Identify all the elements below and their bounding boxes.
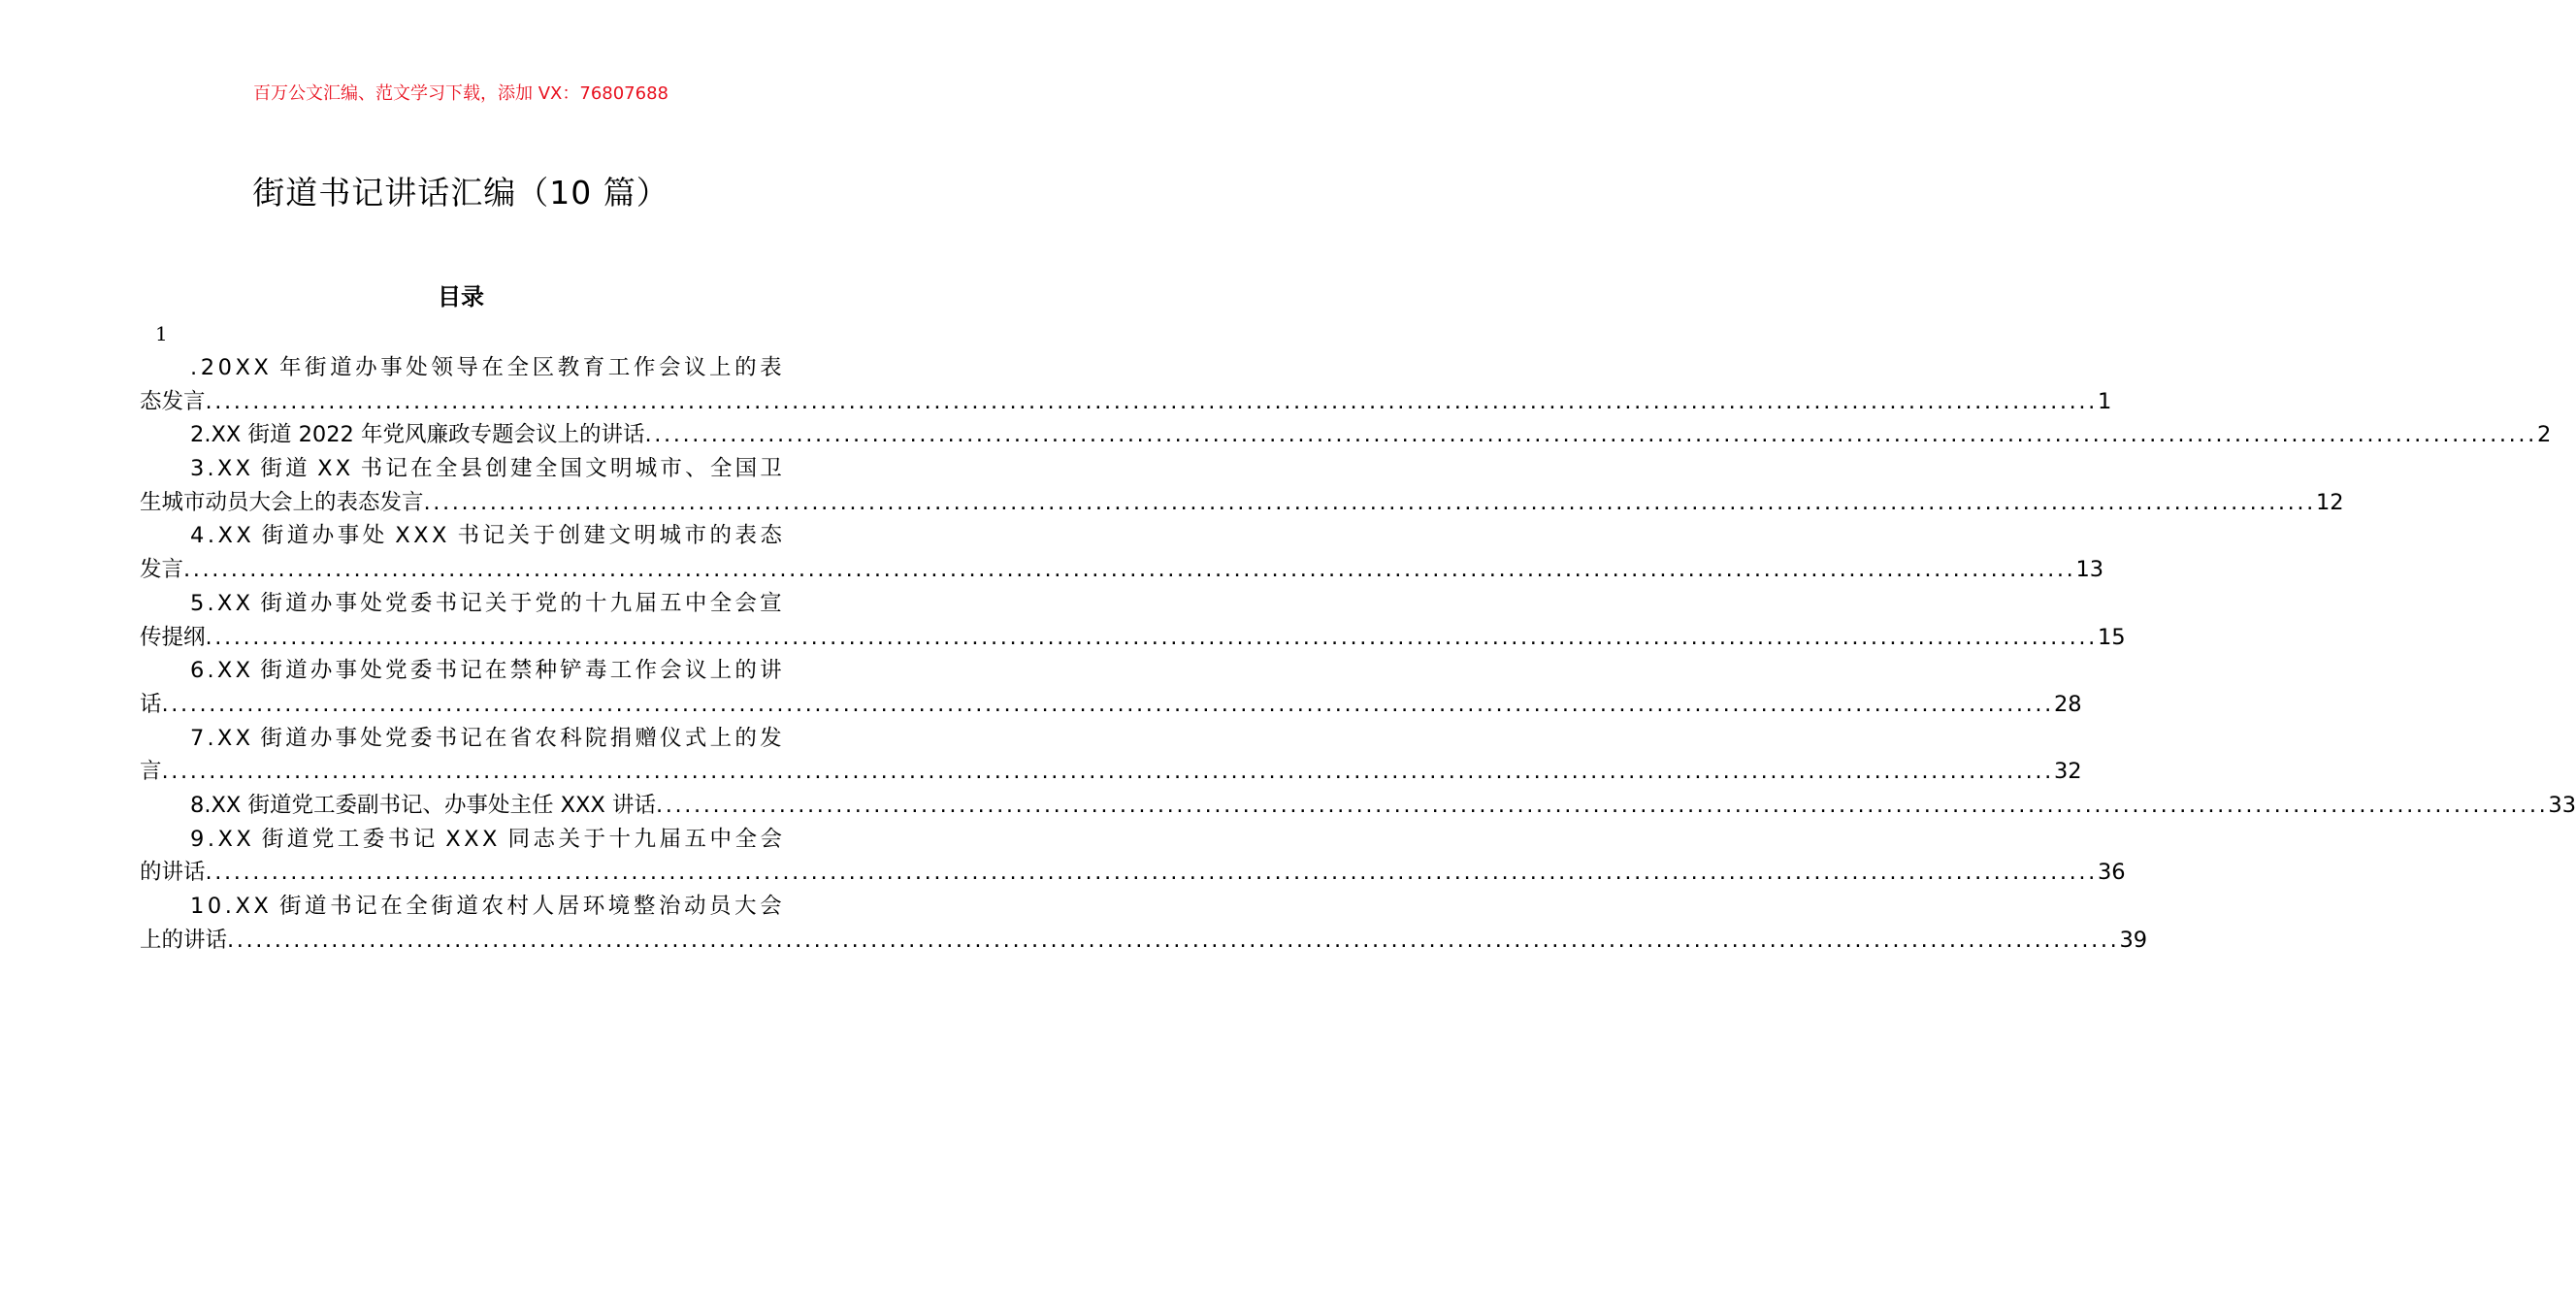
toc-leader-dots: ........................................................................................................................................................................................................ [183,557,2076,583]
toc-entry-title: 言 [140,759,162,785]
table-of-contents [140,351,2576,957]
toc-leader-dots: ........................................................................................................................................................................................................ [205,388,2098,414]
toc-entry-title: 态发言 [140,388,206,414]
toc-entry-line[interactable] [140,823,782,857]
toc-entry-line[interactable] [140,486,2344,520]
toc-entry-title: 发言 [140,557,184,583]
toc-entry-line[interactable] [140,722,782,756]
toc-entry-line[interactable] [140,789,2576,823]
toc-entry-line[interactable] [140,890,782,924]
toc-entry-line[interactable] [140,755,2082,789]
toc-entry-title: 话 [140,691,162,717]
toc-page-number: 39 [2119,927,2148,953]
toc-entry-title: 的讲话 [140,860,206,886]
toc-leader-dots: ........................................................................................................................................................................................................ [205,624,2098,650]
toc-leader-dots: ........................................................................................................................................................................................................ [161,759,2054,785]
toc-entry-line[interactable] [140,856,2126,890]
toc-entry-title: 4 . X X 街 道 办 事 处 X X X 书 记 关 于 创 建 文 明 城 市 的 表 态 [190,523,782,549]
toc-page-number: 28 [2053,691,2082,717]
toc-entry-line[interactable] [140,553,2104,587]
toc-leader-dots: ........................................................................................................................................................................................................ [656,792,2549,818]
toc-entry-title: 生城市动员大会上的表态发言 [140,489,424,515]
toc-entry-line[interactable] [140,621,2126,655]
toc-page-number: 32 [2053,759,2082,785]
toc-page-number: 15 [2097,624,2126,650]
toc-entry-title: 7 . X X 街 道 办 事 处 党 委 书 记 在 省 农 科 院 捐 赠 仪 式 上 的 发 [190,725,782,751]
toc-page-number: 33 [2548,792,2576,818]
toc-entry-title: 9 . X X 街 道 党 工 委 书 记 X X X 同 志 关 于 十 九 届 五 中 全 会 [190,826,782,852]
toc-page-number: 12 [2315,489,2344,515]
toc-entry-title: 上的讲话 [140,927,228,953]
toc-entry-line[interactable] [140,924,2148,958]
toc-entry-title: 传提纲 [140,624,206,650]
toc-entry-title: 6 . X X 街 道 办 事 处 党 委 书 记 在 禁 种 铲 毒 工 作 会 议 上 的 讲 [190,658,782,684]
toc-entry-title: 8.XX 街道党工委副书记、办事处主任 XXX 讲话 [190,792,656,818]
toc-entry-title: 1 0 . X X 街 道 书 记 在 全 街 道 农 村 人 居 环 境 整 治 动 员 大 会 [190,894,782,919]
toc-entry-title: 3 . X X 街 道 X X 书 记 在 全 县 创 建 全 国 文 明 城 市 、 全 国 卫 [190,456,782,482]
promo-header-note: 百万公文汇编、范文学习下载，添加 VX：76807688 [253,83,668,104]
toc-heading: 目录 [438,283,484,310]
document-title: 街道书记讲话汇编（10 篇） [252,174,669,212]
toc-leader-dots: ........................................................................................................................................................................................................ [205,860,2098,886]
toc-entry-line[interactable] [140,587,782,621]
toc-page-number: 36 [2097,860,2126,886]
toc-entry-line[interactable] [140,519,782,553]
toc-entry-line[interactable] [140,654,782,688]
toc-leader-dots: ........................................................................................................................................................................................................ [227,927,2120,953]
toc-page-number: 1 [2097,388,2112,414]
toc-entry-line[interactable] [140,385,2112,419]
toc-entry-title: 5 . X X 街 道 办 事 处 党 委 书 记 关 于 党 的 十 九 届 五 中 全 会 宣 [190,590,782,616]
toc-entry-title: . 2 0 X X 年 街 道 办 事 处 领 导 在 全 区 教 育 工 作 会 议 上 的 表 [190,355,782,380]
toc-leader-dots: ........................................................................................................................................................................................................ [423,489,2316,515]
toc-page-number: 13 [2075,557,2104,583]
toc-entry-line[interactable] [140,688,2082,722]
toc-leader-dots: ........................................................................................................................................................................................................ [644,422,2537,448]
toc-entry-line[interactable] [140,418,2552,452]
toc-leader-dots: ........................................................................................................................................................................................................ [161,691,2054,717]
toc-entry-title: 2.XX 街道 2022 年党风廉政专题会议上的讲话 [190,422,645,448]
toc-entry-line[interactable] [140,351,782,385]
toc-entry-line[interactable] [140,452,782,486]
stray-page-number: 1 [155,322,168,345]
toc-page-number: 2 [2536,422,2552,448]
